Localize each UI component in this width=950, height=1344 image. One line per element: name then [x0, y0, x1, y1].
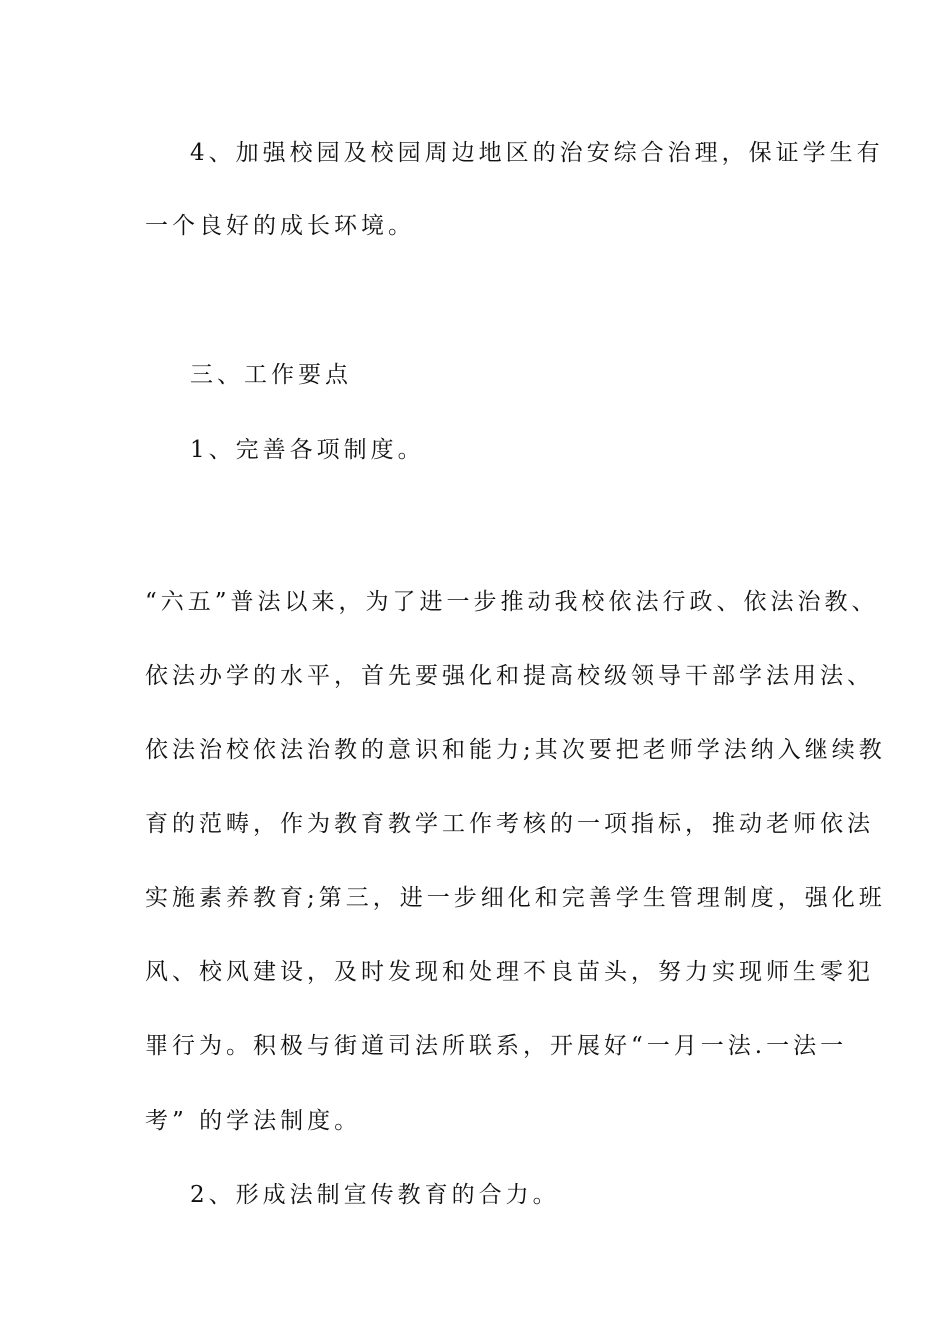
paragraph-line: 罪行为。积极与街道司法所联系，开展好“一月一法.一法一	[145, 1033, 848, 1059]
paragraph-line: 风、校风建设，及时发现和处理不良苗头，努力实现师生零犯	[145, 959, 874, 985]
paragraph-line: 一个良好的成长环境。	[145, 213, 415, 239]
paragraph-line: 依法治校依法治教的意识和能力;其次要把老师学法纳入继续教	[145, 737, 886, 763]
paragraph-line: 依法办学的水平，首先要强化和提高校级领导干部学法用法、	[145, 663, 874, 689]
subsection-heading: 1、完善各项制度。	[190, 437, 425, 463]
section-heading: 三、工作要点	[190, 362, 352, 388]
paragraph-line: 实施素养教育;第三，进一步细化和完善学生管理制度，强化班	[145, 885, 886, 911]
paragraph-line: “六五”普法以来，为了进一步推动我校依法行政、依法治教、	[145, 589, 879, 615]
subsection-heading: 2、形成法制宣传教育的合力。	[190, 1182, 560, 1208]
paragraph-line: 4、加强校园及校园周边地区的治安综合治理，保证学生有	[190, 140, 884, 166]
paragraph-line: 育的范畴，作为教育教学工作考核的一项指标，推动老师依法	[145, 811, 874, 837]
paragraph-line: 考” 的学法制度。	[145, 1108, 362, 1134]
